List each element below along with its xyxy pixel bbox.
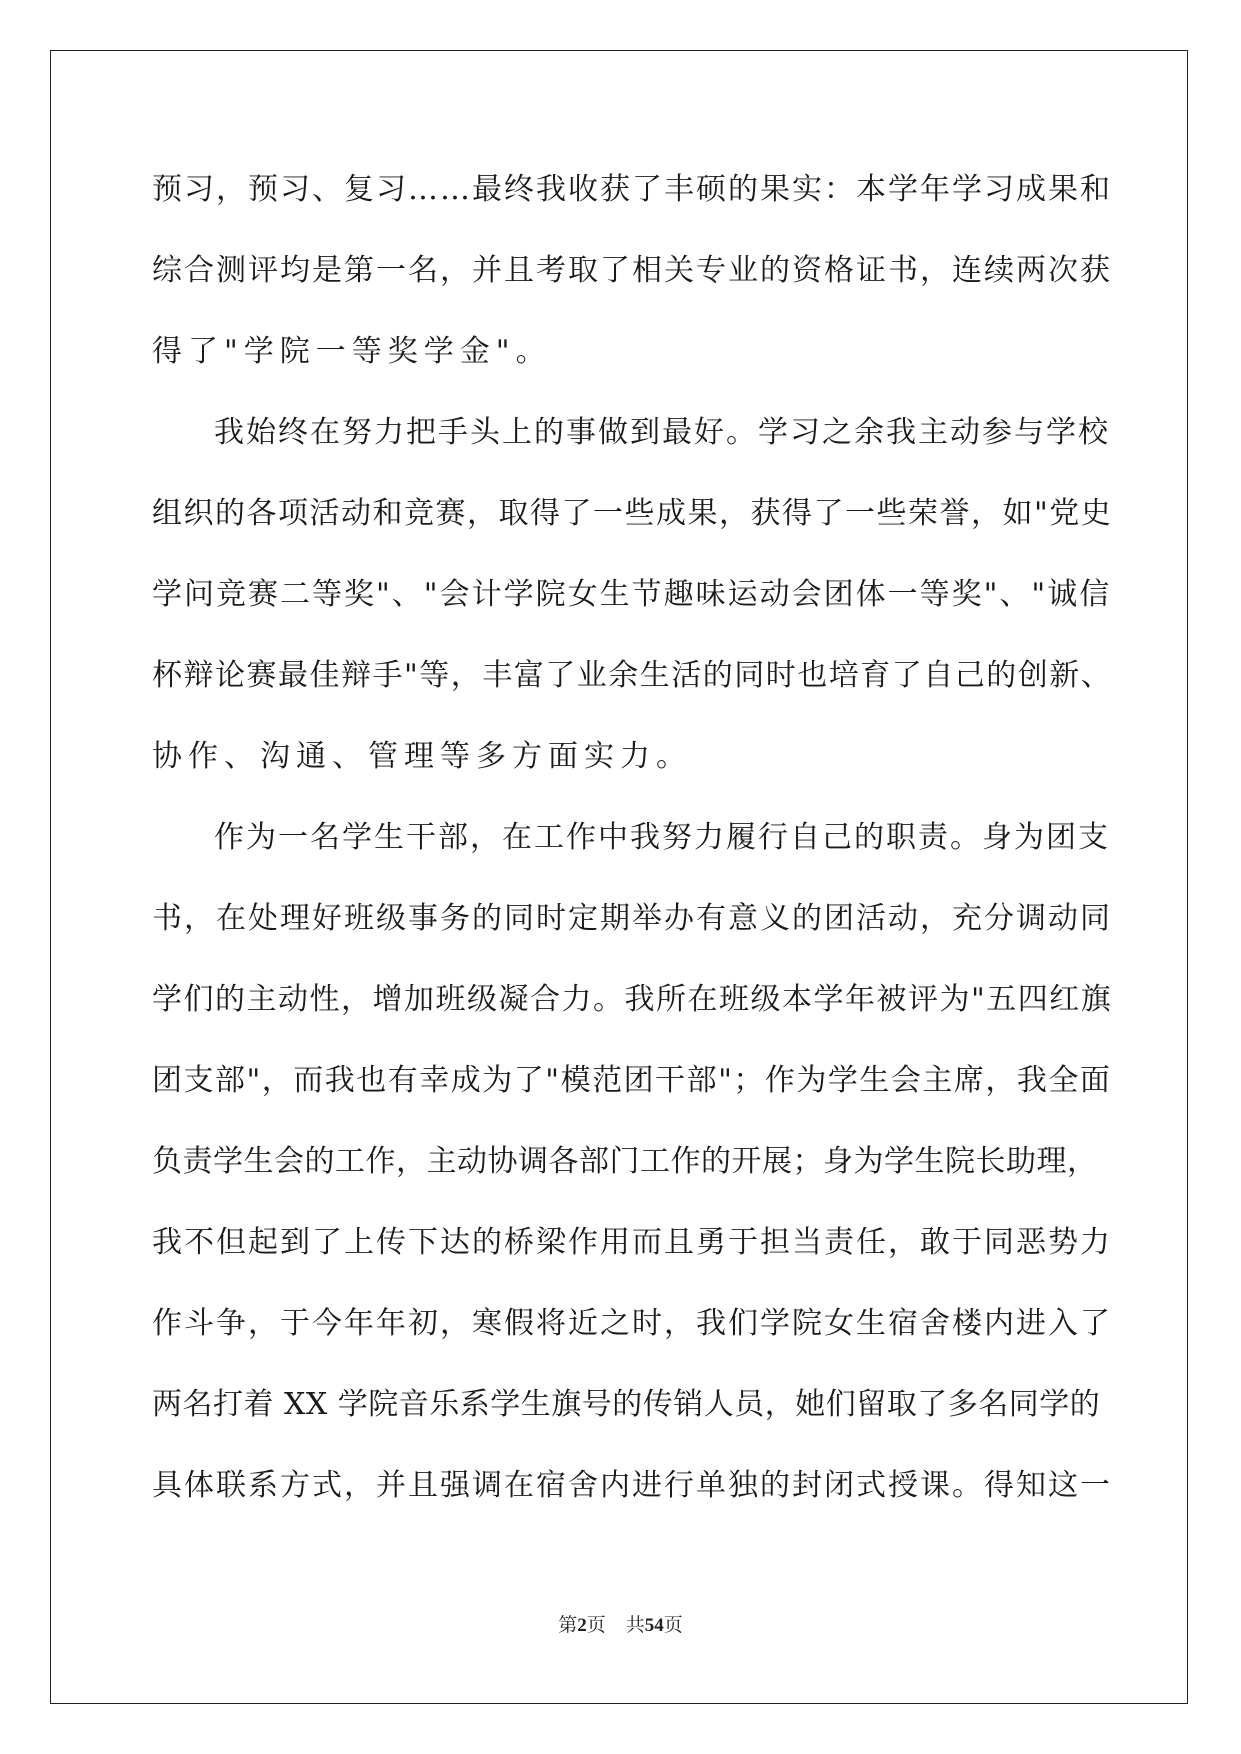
text-line: 两名打着 XX 学院音乐系学生旗号的传销人员，她们留取了多名同学的 xyxy=(152,1387,1101,1422)
text-line: 杯辩论赛最佳辩手"等，丰富了业余生活的同时也培育了自己的创新、 xyxy=(152,658,1113,693)
page-number-footer xyxy=(0,1610,1241,1637)
text-line: 协作、沟通、管理等多方面实力。 xyxy=(152,739,692,774)
text-line: 预习，预习、复习……最终我收获了丰硕的果实：本学年学习成果和 xyxy=(152,172,1112,207)
paragraph-start-line: 作为一名学生干部，在工作中我努力履行自己的职责。身为团支 xyxy=(214,820,1110,855)
text-line: 负责学生会的工作，主动协调各部门工作的开展；身为学生院长助理， xyxy=(152,1144,1098,1179)
paragraph-start-line: 我始终在努力把手头上的事做到最好。学习之余我主动参与学校 xyxy=(214,415,1110,450)
total-page-count: 54 xyxy=(644,1615,664,1636)
total-prefix: 共 xyxy=(625,1615,645,1636)
text-line: 书，在处理好班级事务的同时定期举办有意义的团活动，充分调动同 xyxy=(152,901,1112,936)
current-page-number: 2 xyxy=(577,1615,587,1636)
text-line: 组织的各项活动和竞赛，取得了一些成果，获得了一些荣誉，如"党史 xyxy=(152,496,1113,531)
total-suffix: 页 xyxy=(663,1615,683,1636)
text-line: 具体联系方式，并且强调在宿舍内进行单独的封闭式授课。得知这一 xyxy=(152,1468,1112,1503)
page-suffix: 页 xyxy=(586,1615,606,1636)
text-line: 综合测评均是第一名，并且考取了相关专业的资格证书，连续两次获 xyxy=(152,253,1112,288)
body-text xyxy=(152,160,1112,1537)
page-prefix: 第 xyxy=(558,1615,578,1636)
text-line: 作斗争，于今年年初，寒假将近之时，我们学院女生宿舍楼内进入了 xyxy=(152,1306,1112,1341)
text-line: 团支部"，而我也有幸成为了"模范团干部"；作为学生会主席，我全面 xyxy=(152,1063,1112,1098)
text-line: 我不但起到了上传下达的桥梁作用而且勇于担当责任，敢于同恶势力 xyxy=(152,1225,1112,1260)
text-line: 学们的主动性，增加班级凝合力。我所在班级本学年被评为"五四红旗 xyxy=(152,982,1113,1017)
text-line: 学问竞赛二等奖"、"会计学院女生节趣味运动会团体一等奖"、"诚信 xyxy=(152,577,1112,612)
text-line: 得了"学院一等奖学金"。 xyxy=(152,334,552,369)
